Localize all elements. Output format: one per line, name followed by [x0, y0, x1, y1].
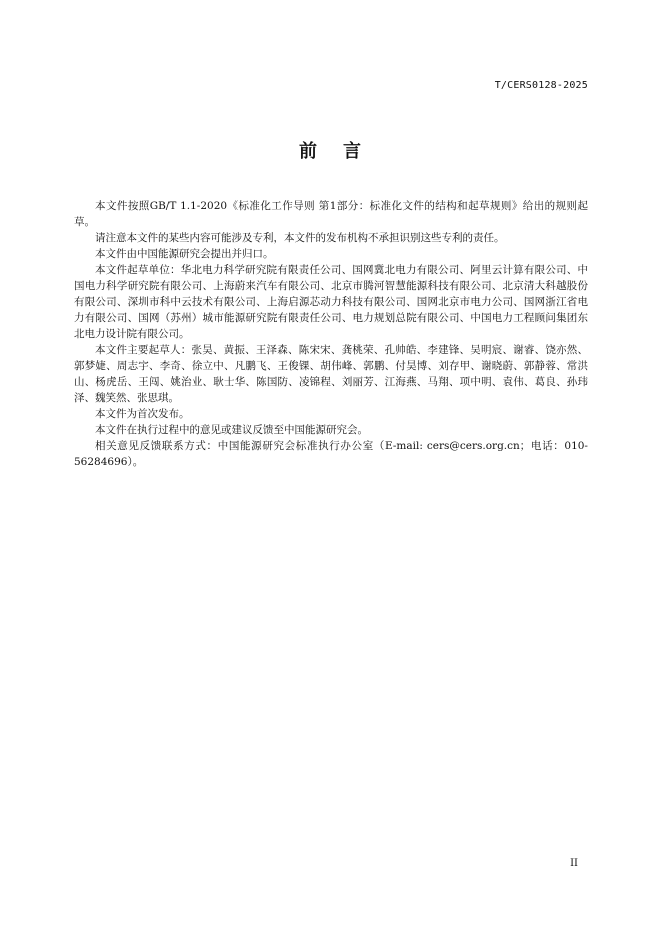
title-char-1: 前 — [299, 141, 319, 162]
foreword-body — [74, 198, 588, 470]
page-number: II — [570, 858, 578, 869]
paragraph-drafters: 本文件主要起草人：张昊、黄振、王泽森、陈宋宋、龚桃荣、孔帅皓、李建锋、吴明宸、谢睿、饶亦然、郭梦婕、周志宇、李奇、徐立中、凡鹏飞、王俊锞、胡伟峰、郭鹏、付昊博、刘存甲、谢晓蔚、郭静蓉、常洪山、杨虎岳、王闯、姚治业、耿士华、陈国防、凌锦程、刘丽芳、江海燕、马翔、项中明、袁伟、葛良、孙玮泽、魏笑然、张思琪。 — [74, 344, 588, 404]
paragraph-drafting-units: 本文件起草单位：华北电力科学研究院有限责任公司、国网冀北电力有限公司、阿里云计算有限公司、中国电力科学研究院有限公司、上海蔚来汽车有限公司、北京市腾河智慧能源科技有限公司、北京清大科越股份有限公司、深圳市科中云技术有限公司、上海启源芯动力科技有限公司、国网北京市电力公司、国网浙江省电力有限公司、国网（苏州）城市能源研究院有限责任公司、电力规划总院有限公司、中国电力工程顾问集团东北电力设计院有限公司。 — [74, 264, 588, 340]
paragraph-first-release: 本文件为首次发布。 — [95, 408, 190, 420]
paragraph-patent-notice: 请注意本文件的某些内容可能涉及专利，本文件的发布机构不承担识别这些专利的责任。 — [95, 232, 505, 244]
paragraph-contact: 相关意见反馈联系方式：中国能源研究会标准执行办公室（E-mail: cers@cers.org.cn；电话：010-56284696）。 — [74, 440, 588, 468]
paragraph-feedback: 本文件在执行过程中的意见或建议反馈至中国能源研究会。 — [95, 424, 368, 436]
title-char-2: 言 — [343, 141, 363, 162]
paragraph-drafting-rules: 本文件按照GB/T 1.1-2020《标准化工作导则 第1部分：标准化文件的结构和起草规则》给出的规则起草。 — [74, 200, 588, 228]
standard-code: T/CERS0128-2025 — [494, 80, 588, 91]
page-title — [0, 137, 662, 163]
paragraph-proposer: 本文件由中国能源研究会提出并归口。 — [95, 248, 274, 260]
